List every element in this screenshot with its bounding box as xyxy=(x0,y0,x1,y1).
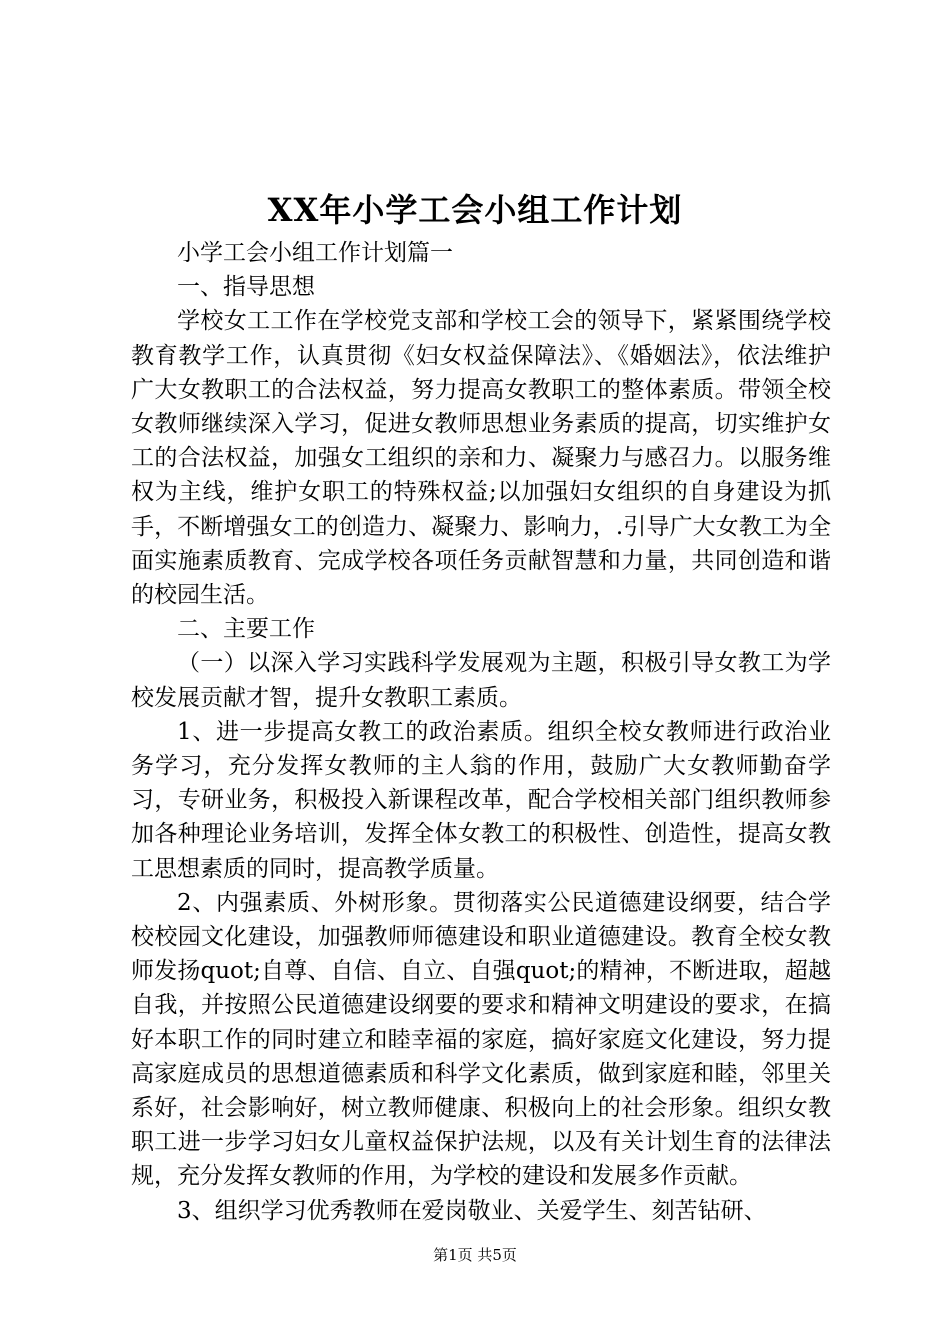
document-body xyxy=(131,236,831,1228)
page-footer: 第1页 共5页 xyxy=(433,1246,517,1264)
heading-main-work: 二、主要工作 xyxy=(177,616,315,643)
paragraph-point-3: 3、组织学习优秀教师在爱岗敬业、关爱学生、刻苦钻研、 xyxy=(177,1197,767,1224)
heading-guiding-thought: 一、指导思想 xyxy=(177,274,315,301)
document-title: XX年小学工会小组工作计划 xyxy=(267,191,683,229)
paragraph-item-one: （一）以深入学习实践科学发展观为主题，积极引导女教工为学校发展贡献才智，提升女教职工素质。 xyxy=(131,650,831,711)
paragraph-point-2: 2、内强素质、外树形象。贯彻落实公民道德建设纲要，结合学校校园文化建设，加强教师师德建设和职业道德建设。教育全校女教师发扬quot;自尊、自信、自立、自强quot;的精神，不断进取，超越自我，并按照公民道德建设纲要的要求和精神文明建设的要求，在搞好本职工作的同时建立和睦幸福的家庭，搞好家庭文化建设，努力提高家庭成员的思想道德素质和科学文化素质，做到家庭和睦，邻里关系好，社会影响好，树立教师健康、积极向上的社会形象。组织女教职工进一步学习妇女儿童权益保护法规，以及有关计划生育的法律法规，充分发挥女教师的作用，为学校的建设和发展多作贡献。 xyxy=(131,889,831,1190)
paragraph-guiding-thought: 学校女工工作在学校党支部和学校工会的领导下，紧紧围绕学校教育教学工作，认真贯彻《妇女权益保障法》、《婚姻法》，依法维护广大女教职工的合法权益，努力提高女教职工的整体素质。带领全校女教师继续深入学习，促进女教师思想业务素质的提高，切实维护女工的合法权益，加强女工组织的亲和力、凝聚力与感召力。以服务维权为主线，维护女职工的特殊权益;以加强妇女组织的自身建设为抓手，不断增强女工的创造力、凝聚力、影响力，.引导广大女教工为全面实施素质教育、完成学校各项任务贡献智慧和力量，共同创造和谐的校园生活。 xyxy=(131,308,831,609)
section-subtitle: 小学工会小组工作计划篇一 xyxy=(177,240,453,266)
paragraph-point-1: 1、进一步提高女教工的政治素质。组织全校女教师进行政治业务学习，充分发挥女教师的主人翁的作用，鼓励广大女教师勤奋学习，专研业务，积极投入新课程改革，配合学校相关部门组织教师参加各种理论业务培训，发挥全体女教工的积极性、创造性，提高女教工思想素质的同时，提高教学质量。 xyxy=(131,718,831,882)
